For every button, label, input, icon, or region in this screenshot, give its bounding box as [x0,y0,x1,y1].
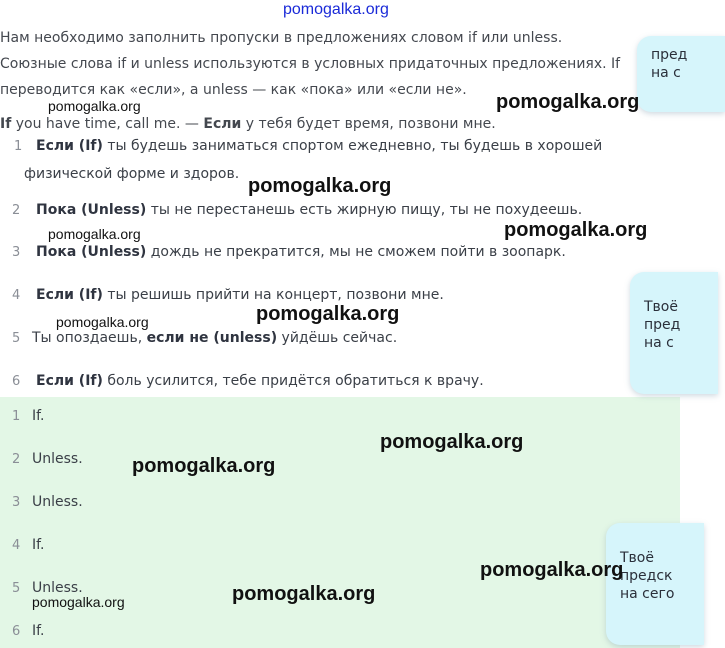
bubble-line: на сего [620,586,675,602]
list-item [32,330,397,346]
answer-number: 1 [12,409,21,424]
watermark: pomogalka.org [248,175,392,197]
list-item [36,373,484,389]
answer-number: 4 [12,538,21,553]
bubble-line: Твоё [644,299,678,315]
intro-line-3: переводится как «если», а unless — как «пока» или «если не». [0,82,467,98]
watermark: pomogalka.org [380,431,524,453]
answer-text: If. [32,408,45,424]
bubble-line: на с [651,65,681,81]
list-item-continuation: физической форме и здоров. [24,166,240,182]
answer-text: Unless. [32,494,83,510]
row-bold: Пока (Unless) [36,202,147,218]
watermark: pomogalka.org [480,559,624,581]
chat-bubble[interactable] [630,272,718,394]
answer-text: Unless. [32,580,83,596]
bubble-line: пред [644,317,681,333]
answer-text: Unless. [32,451,83,467]
watermark: pomogalka.org [504,219,648,241]
list-item [36,287,444,303]
intro-example-bold-esli: Если [203,116,242,132]
watermark: pomogalka.org [48,226,141,242]
row-number: 3 [12,245,21,260]
list-item [36,244,566,260]
intro-example-bold-if: If [0,116,12,132]
list-item [36,138,602,154]
answer-number: 5 [12,581,21,596]
answer-text: If. [32,623,45,639]
row-text: ты не перестанешь есть жирную пищу, ты не похудеешь. [146,202,583,218]
row-text: ты решишь прийти на концерт, позвони мне. [102,287,444,303]
row-number: 6 [12,374,21,389]
answer-number: 2 [12,452,21,467]
answers-panel [0,397,680,648]
watermark-top: pomogalka.org [283,1,389,18]
watermark: pomogalka.org [256,303,400,325]
row-text: ты будешь заниматься спортом ежедневно, ты будешь в хорошей [102,138,603,154]
row-pre: Ты опоздаешь, [32,330,147,346]
bubble-line: пред [651,47,688,63]
watermark: pomogalka.org [48,98,141,114]
intro-line-1: Нам необходимо заполнить пропуски в предложениях словом if или unless. [0,30,563,46]
intro-line-2: Союзные слова if и unless используются в условных придаточных предложениях. If [0,56,621,72]
bubble-line: предск [620,568,673,584]
intro-example [0,116,496,130]
watermark: pomogalka.org [496,91,640,113]
bubble-line: на с [644,335,674,351]
row-text: дождь не прекратится, мы не сможем пойти в зоопарк. [146,244,566,260]
chat-bubble[interactable] [637,36,725,112]
intro-example-mid: you have time, call me. — [11,116,204,132]
watermark: pomogalka.org [56,314,149,330]
watermark: pomogalka.org [232,583,376,605]
row-bold: если не (unless) [146,330,278,346]
bubble-line: Твоё [620,550,654,566]
row-bold: Если (If) [36,138,103,154]
row-text: уйдёшь сейчас. [277,330,398,346]
row-text: боль усилится, тебе придётся обратиться к врачу. [102,373,484,389]
watermark: pomogalka.org [32,594,125,610]
row-bold: Если (If) [36,287,103,303]
watermark: pomogalka.org [132,455,276,477]
row-bold: Если (If) [36,373,103,389]
row-number: 2 [12,203,21,218]
row-bold: Пока (Unless) [36,244,147,260]
answer-number: 3 [12,495,21,510]
row-number: 5 [12,331,21,346]
answer-text: If. [32,537,45,553]
row-number: 1 [14,139,23,154]
row-number: 4 [12,288,21,303]
chat-bubble[interactable] [606,523,704,645]
intro-example-end: у тебя будет время, позвони мне. [241,116,496,132]
list-item [36,202,582,218]
answer-number: 6 [12,624,21,639]
